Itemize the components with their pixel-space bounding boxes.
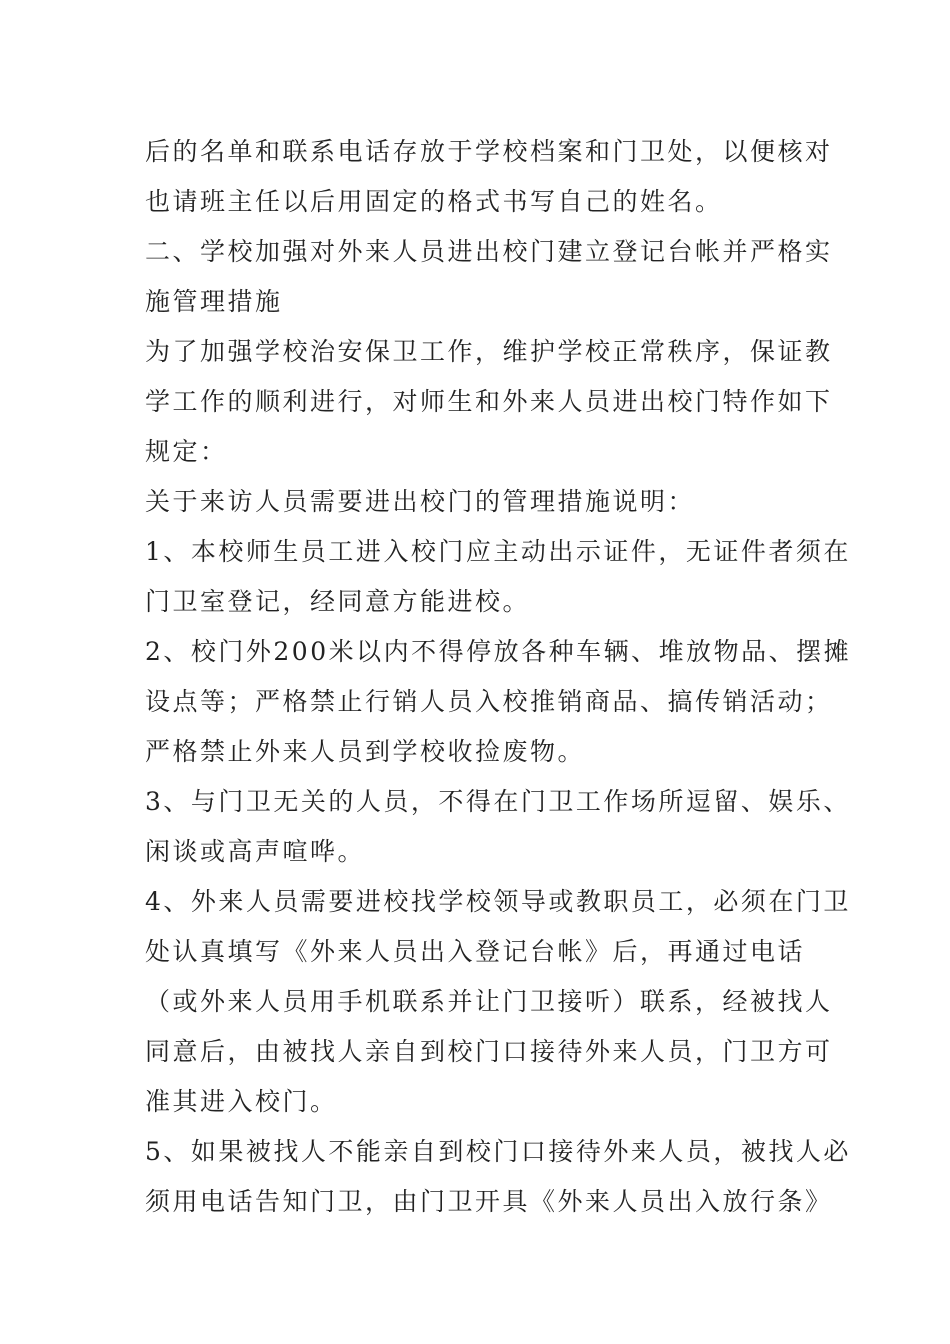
text-line: 4、外来人员需要进校找学校领导或教职员工，必须在门卫 <box>145 887 851 916</box>
text-line: 5、如果被找人不能亲自到校门口接待外来人员，被找人必 <box>145 1137 851 1166</box>
text-line: 闲谈或高声喧哗。 <box>145 837 366 866</box>
text-line: 须用电话告知门卫，由门卫开具《外来人员出入放行条》 <box>145 1187 833 1216</box>
list-item-5 <box>145 1127 851 1227</box>
text-line: 同意后，由被找人亲自到校门口接待外来人员，门卫方可 <box>145 1037 833 1066</box>
paragraph-continuation <box>145 127 833 227</box>
text-line: 也请班主任以后用固定的格式书写自己的姓名。 <box>145 187 723 216</box>
list-item-2 <box>145 627 852 777</box>
document-body <box>145 127 852 1227</box>
text-line: 2、校门外200米以内不得停放各种车辆、堆放物品、摆摊 <box>145 637 852 666</box>
list-item-4 <box>145 877 851 1127</box>
text-line: 施管理措施 <box>145 287 283 316</box>
text-line: 二、学校加强对外来人员进出校门建立登记台帐并严格实 <box>145 237 833 266</box>
text-line: 规定： <box>145 437 228 466</box>
text-line: 关于来访人员需要进出校门的管理措施说明： <box>145 487 696 516</box>
paragraph-intro <box>145 327 833 477</box>
text-line: 学工作的顺利进行，对师生和外来人员进出校门特作如下 <box>145 387 833 416</box>
text-line: 门卫室登记，经同意方能进校。 <box>145 587 531 616</box>
section-heading-2 <box>145 227 833 327</box>
list-item-1 <box>145 527 851 627</box>
text-line: 准其进入校门。 <box>145 1087 338 1116</box>
text-line: 后的名单和联系电话存放于学校档案和门卫处，以便核对 <box>145 137 833 166</box>
text-line: 严格禁止外来人员到学校收捡废物。 <box>145 737 586 766</box>
paragraph-subheading <box>145 477 810 527</box>
text-line: 1、本校师生员工进入校门应主动出示证件，无证件者须在 <box>145 537 851 566</box>
text-line: 3、与门卫无关的人员，不得在门卫工作场所逗留、娱乐、 <box>145 787 851 816</box>
list-item-3 <box>145 777 851 877</box>
text-line: 设点等；严格禁止行销人员入校推销商品、搞传销活动； <box>145 687 833 716</box>
text-line: 处认真填写《外来人员出入登记台帐》后，再通过电话 <box>145 937 806 966</box>
text-line: （或外来人员用手机联系并让门卫接听）联系，经被找人 <box>145 987 833 1016</box>
text-line: 为了加强学校治安保卫工作，维护学校正常秩序，保证教 <box>145 337 833 366</box>
